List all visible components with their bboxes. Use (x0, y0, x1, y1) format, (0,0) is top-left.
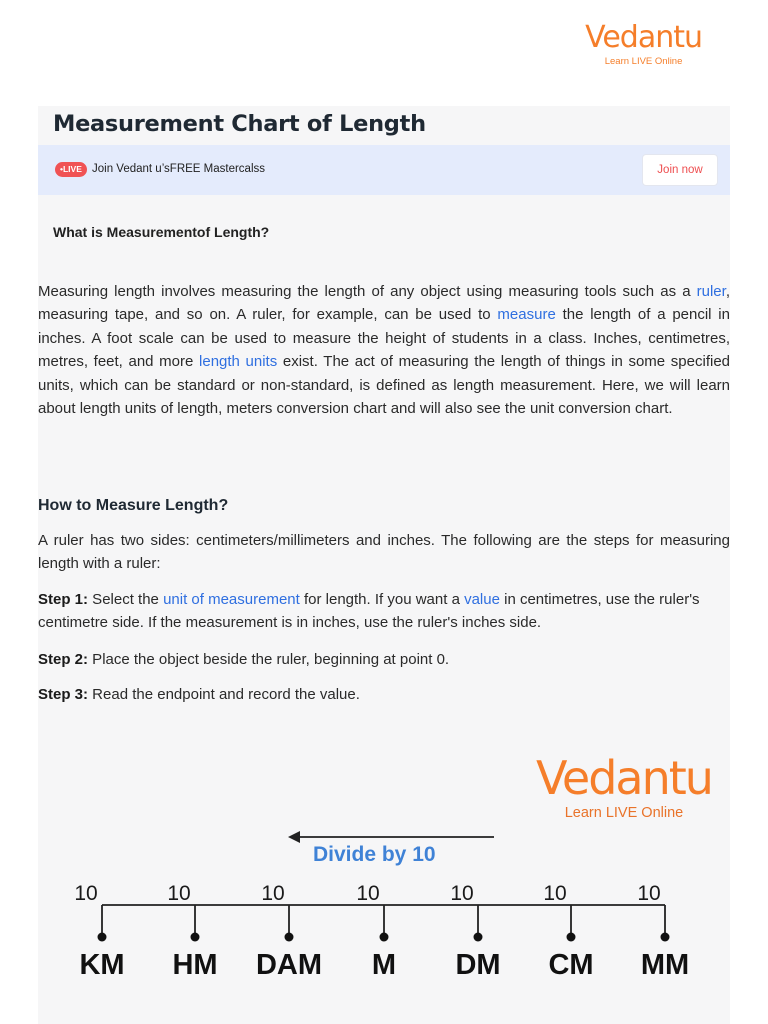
diagram-logo-tagline: Learn LIVE Online (564, 805, 684, 821)
ruler-dot (285, 933, 294, 942)
unit-label-mm: MM (640, 949, 690, 981)
ruler-dot (474, 933, 483, 942)
unit-label-km: KM (79, 949, 125, 981)
vedantu-logo[interactable] (585, 22, 702, 67)
section-heading-what-is: What is Measurementof Length? (53, 224, 270, 240)
section-heading-how-to: How to Measure Length? (38, 497, 229, 514)
unit-label-m: M (371, 949, 397, 981)
length-conversion-diagram (38, 725, 730, 1024)
unit-ruler (98, 905, 670, 942)
unit-label-dm: DM (455, 949, 501, 981)
step-label: Step 1: (38, 591, 89, 608)
live-badge: •LIVE (55, 162, 87, 177)
text-run: Place the object beside the ruler, beginning at point 0. (88, 651, 450, 668)
divide-arrow-head-icon (288, 831, 300, 843)
text-run: in centimetres, use the ruler's centimetre side. If the measurement is in inches, use the ruler's inches side. (38, 591, 700, 632)
inline-link[interactable]: ruler (696, 283, 726, 300)
step-2 (38, 648, 730, 671)
text-run: Read the endpoint and record the value. (88, 686, 360, 703)
banner-text: Join Vedant u’sFREE Mastercalss (92, 163, 266, 175)
intro-paragraph (38, 280, 730, 420)
ruler-dot (191, 933, 200, 942)
ruler-dot (98, 933, 107, 942)
unit-label-dam: DAM (255, 949, 323, 981)
logo-wordmark: Vedantu (585, 20, 702, 55)
logo-tagline: Learn LIVE Online (604, 56, 683, 67)
masterclass-banner (38, 145, 730, 195)
text-run: exist. The act of measuring the length of things in some specified units, which can be standard or non-standard, is defined as length measurement. Here, we will learn about length units of length, meters conversion chart and will also see the unit conversion chart. (38, 353, 730, 418)
ruler-dot (380, 933, 389, 942)
join-now-button[interactable]: Join now (642, 154, 718, 186)
factor-label: 10 (637, 882, 661, 905)
step-3 (38, 683, 730, 706)
step-1 (38, 588, 730, 635)
inline-link[interactable]: unit of measurement (163, 591, 300, 608)
diagram-logo-wordmark: Vedantu (536, 751, 712, 805)
divide-by-label: Divide by 10 (313, 843, 436, 866)
text-run: Measuring length involves measuring the length of any object using measuring tools such as a (38, 283, 697, 300)
inline-link[interactable]: value (464, 591, 500, 608)
text-run: , measuring tape, and so on. A ruler, for example, can be used to (38, 283, 730, 324)
ruler-dot (661, 933, 670, 942)
factor-label: 10 (450, 882, 474, 905)
text-run: for length. If you want a (299, 591, 465, 608)
step-label: Step 2: (38, 651, 89, 668)
how-to-intro: A ruler has two sides: centimeters/millimeters and inches. The following are the steps for measuring length with a ruler: (38, 532, 730, 573)
step-label: Step 3: (38, 686, 89, 703)
inline-link[interactable]: measure (497, 306, 556, 324)
factor-label: 10 (167, 882, 191, 905)
inline-link[interactable]: length units (199, 353, 278, 371)
factor-label: 10 (261, 882, 285, 905)
factor-label: 10 (356, 882, 380, 905)
ruler-dot (567, 933, 576, 942)
factor-label: 10 (74, 882, 98, 905)
factor-label: 10 (543, 882, 567, 905)
text-run: the length of a pencil in inches. A foot scale can be used to measure the height of students in a class. Inches, centimetres, metres, feet, and more (38, 306, 730, 371)
text-run: Select the (88, 591, 164, 608)
unit-label-hm: HM (172, 949, 218, 981)
unit-label-cm: CM (548, 949, 594, 981)
page-title: Measurement Chart of Length (53, 111, 426, 137)
